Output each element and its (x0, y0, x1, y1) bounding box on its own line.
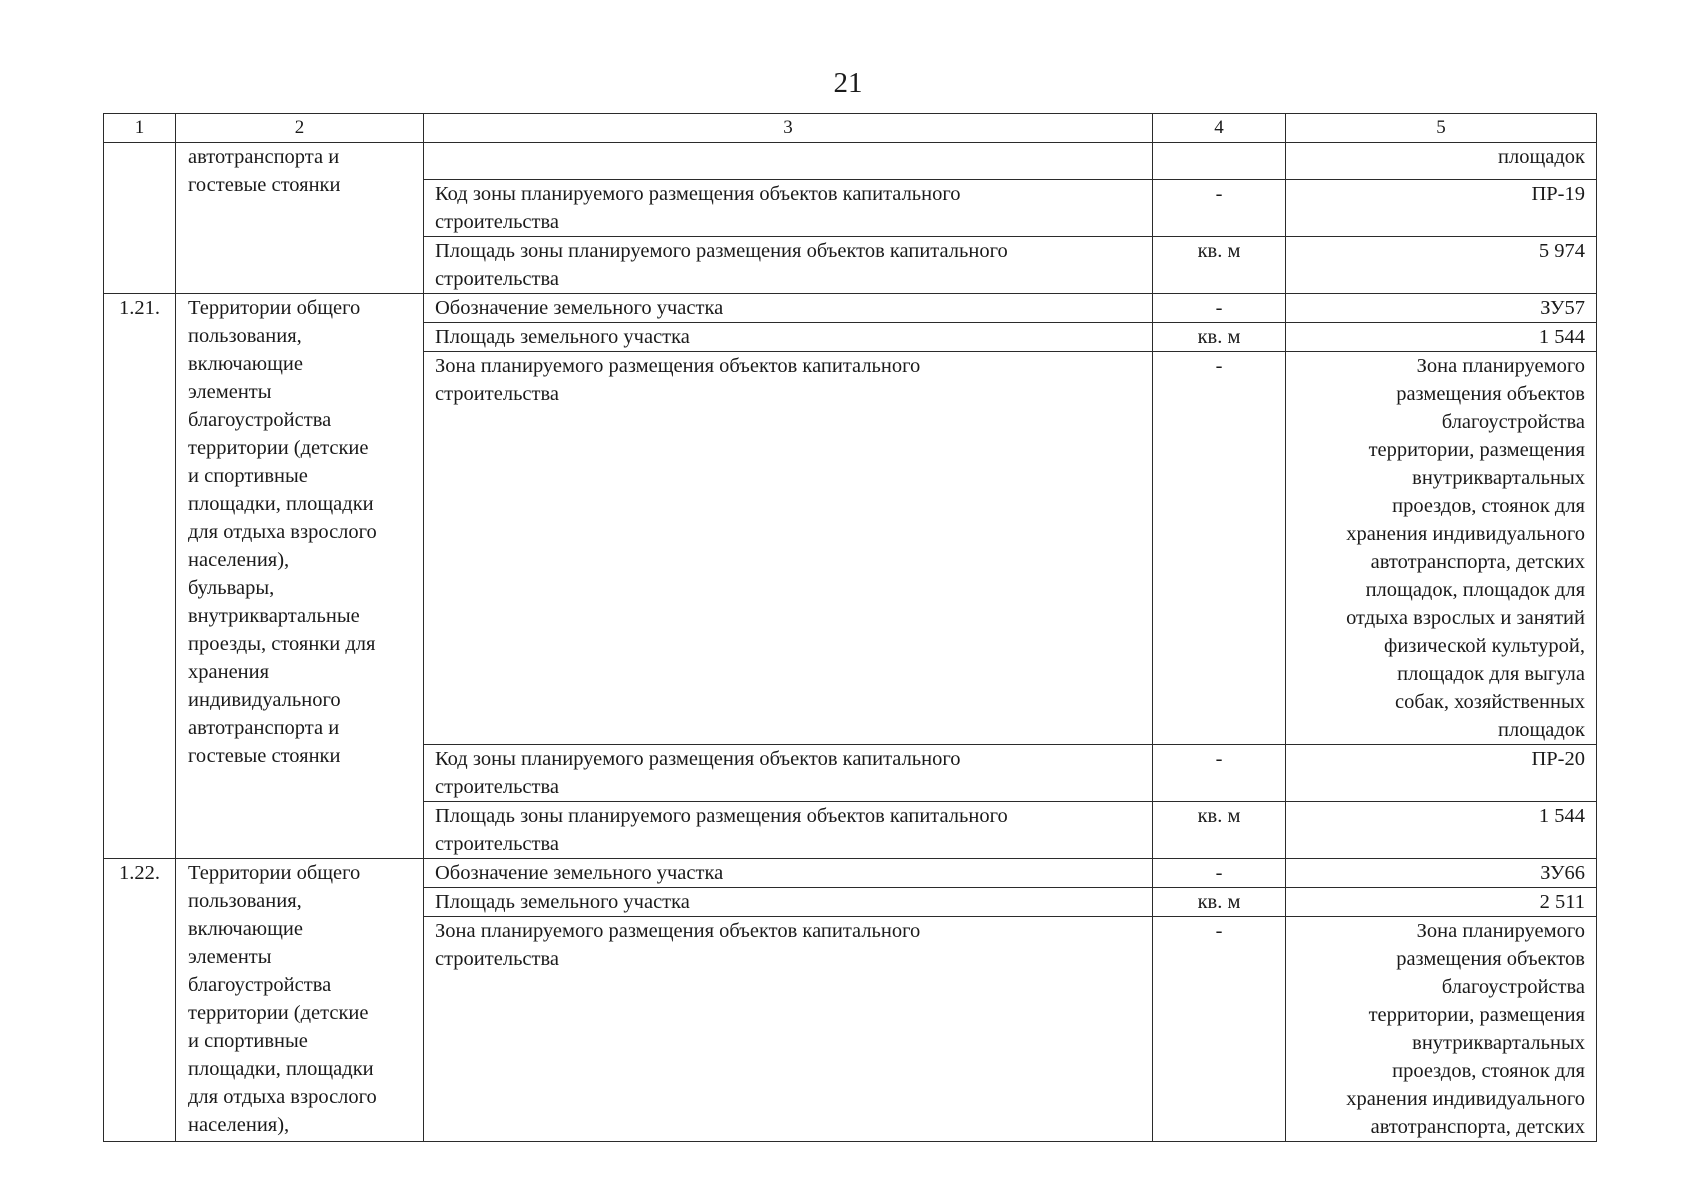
value: 1 544 (1286, 802, 1597, 859)
unit: - (1153, 859, 1286, 888)
value: 5 974 (1286, 237, 1597, 294)
value: 2 511 (1286, 888, 1597, 917)
parameter-name (424, 143, 1153, 180)
land-plots-table (103, 113, 1597, 1142)
parameter-name: Зона планируемого размещения объектов капитального строительства (424, 917, 1153, 1142)
row-number: 1.22. (104, 859, 176, 1142)
unit: - (1153, 294, 1286, 323)
unit: кв. м (1153, 323, 1286, 352)
parameter-name: Код зоны планируемого размещения объектов капитального строительства (424, 180, 1153, 237)
header-col-1: 1 (104, 114, 176, 143)
unit: кв. м (1153, 888, 1286, 917)
parameter-name: Код зоны планируемого размещения объектов капитального строительства (424, 745, 1153, 802)
value: площадок (1286, 143, 1597, 180)
header-col-3: 3 (424, 114, 1153, 143)
table-header-row (104, 114, 1597, 143)
parameter-name: Обозначение земельного участка (424, 294, 1153, 323)
row-number: 1.21. (104, 294, 176, 859)
value: 1 544 (1286, 323, 1597, 352)
table-row (104, 859, 1597, 888)
unit: - (1153, 352, 1286, 745)
unit: - (1153, 745, 1286, 802)
parameter-name: Обозначение земельного участка (424, 859, 1153, 888)
value: ЗУ66 (1286, 859, 1597, 888)
table-row (104, 143, 1597, 180)
value: Зона планируемого размещения объектов благоустройства территории, размещения внутриквартальных проездов, стоянок для хранения индивидуального автотранспорта, детских (1286, 917, 1597, 1142)
page-number: 21 (833, 67, 863, 99)
unit: - (1153, 917, 1286, 1142)
parameter-name: Площадь земельного участка (424, 323, 1153, 352)
header-col-4: 4 (1153, 114, 1286, 143)
unit: кв. м (1153, 802, 1286, 859)
value: Зона планируемого размещения объектов благоустройства территории, размещения внутриквартальных проездов, стоянок для хранения индивидуального автотранспорта, детских площадок, площадок для отдыха взрослых и занятий физической культурой, площадок для выгула собак, хозяйственных площадок (1286, 352, 1597, 745)
parameter-name: Площадь зоны планируемого размещения объектов капитального строительства (424, 237, 1153, 294)
territory-name: Территории общего пользования, включающие элементы благоустройства территории (детские и спортивные площадки, площадки для отдыха взрослого населения), бульвары, внутриквартальные проезды, стоянки для хранения индивидуального автотранспорта и гостевые стоянки (176, 294, 424, 859)
header-col-2: 2 (176, 114, 424, 143)
parameter-name: Площадь земельного участка (424, 888, 1153, 917)
value: ПР-19 (1286, 180, 1597, 237)
parameter-name: Площадь зоны планируемого размещения объектов капитального строительства (424, 802, 1153, 859)
territory-name: автотранспорта и гостевые стоянки (176, 143, 424, 294)
unit: кв. м (1153, 237, 1286, 294)
unit (1153, 143, 1286, 180)
value: ПР-20 (1286, 745, 1597, 802)
parameter-name: Зона планируемого размещения объектов капитального строительства (424, 352, 1153, 745)
table-row (104, 294, 1597, 323)
territory-name: Территории общего пользования, включающие элементы благоустройства территории (детские и спортивные площадки, площадки для отдыха взрослого населения), (176, 859, 424, 1142)
value: ЗУ57 (1286, 294, 1597, 323)
header-col-5: 5 (1286, 114, 1597, 143)
unit: - (1153, 180, 1286, 237)
row-number (104, 143, 176, 294)
